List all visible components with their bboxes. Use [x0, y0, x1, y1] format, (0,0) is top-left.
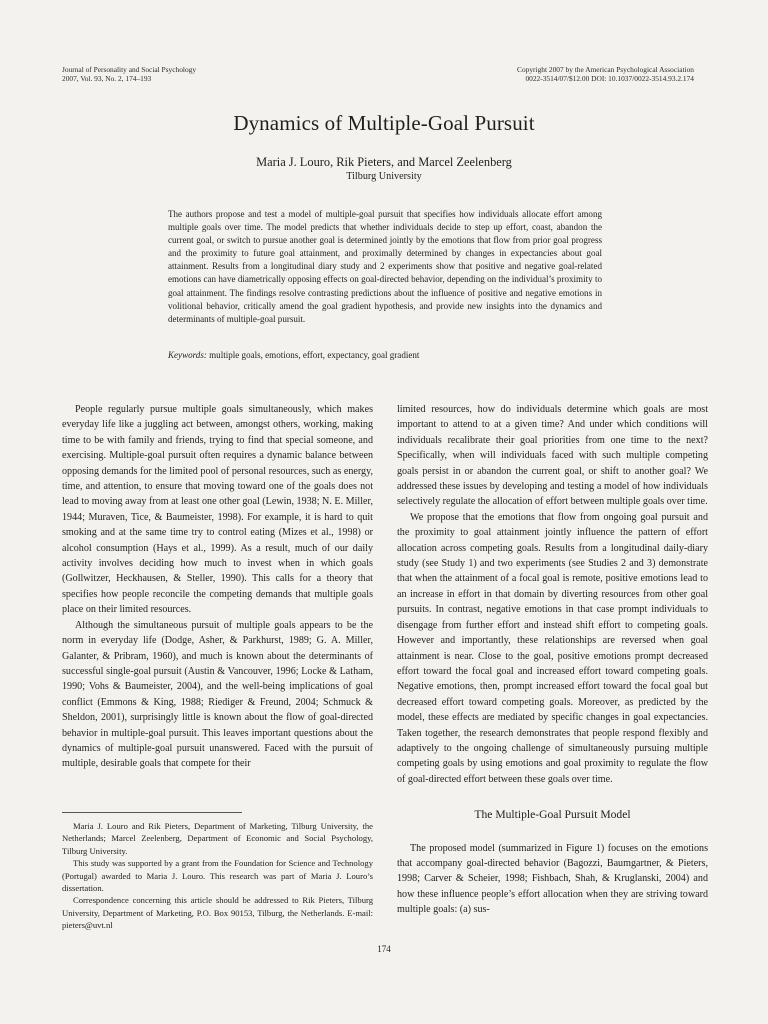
body-column-left — [62, 402, 373, 772]
footnote: This study was supported by a grant from the Foundation for Science and Technology (Portugal) awarded to Maria J. Louro. This research was part of Maria J. Louro’s dissertation. — [62, 858, 373, 894]
body-paragraph: We propose that the emotions that flow from ongoing goal pursuit and the proximity to goal attainment jointly influence the pattern of effort allocation across competing goals. Results from a longitudinal daily-diary study (see Study 1) and two experiments (see Studies 2 and 3) demonstrate that when the attainment of a focal goal is remote, positive emotions lead to an increase in effort in that domain by diverting resources from other goal pursuits. In contrast, negative emotions in that case prompt individuals to disengage from further effort and instead shift effort to competing goals. However and importantly, these relationships are reversed when goal attainment is near. Close to the goal, positive emotions prompt decreased effort toward the focal goal and increased effort toward competing goals. Negative emotions, then, prompt increased effort toward the focal goal but decreased effort toward competing goals. Moreover, as predicted by the model, these effects are mediated by specific changes in goal expectancies. Taken together, the research demonstrates that people respond flexibly and adaptively to the ongoing challenge of simultaneously pursuing multiple competing goals by using emotions and goal proximity to regulate the flow of goal-directed effort between these goals over time. — [397, 511, 708, 785]
copyright-info — [517, 66, 694, 83]
body-column-right — [397, 402, 708, 918]
footnote: Correspondence concerning this article should be addressed to Rik Pieters, Tilburg University, Department of Marketing, P.O. Box 90153, Tilburg, the Netherlands. E-mail: pieters@uvt.nl — [62, 895, 373, 931]
keywords-label: Keywords: — [168, 350, 207, 360]
keywords-text: multiple goals, emotions, effort, expectancy, goal gradient — [206, 350, 420, 360]
journal-volume: 2007, Vol. 93, No. 2, 174–193 — [62, 73, 152, 83]
section-heading: The Multiple-Goal Pursuit Model — [474, 808, 631, 822]
page-number: 174 — [377, 944, 391, 954]
body-paragraph: limited resources, how do individuals determine which goals are most important to attend to at a given time? And under which conditions will individuals recalibrate their goal priorities from one time to the next? Specifically, when will individuals faced with such multiple competing goals persist in or abandon the current goal, or shift to another goal? We addressed these issues by developing and testing a model of how individuals selectively regulate the allocation of effort between multiple goals over time. — [397, 404, 708, 508]
body-paragraph: The proposed model (summarized in Figure 1) focuses on the emotions that accompany goal-directed behavior (Bagozzi, Baumgartner, & Pieters, 1998; Carver & Scheier, 1998; Fishbach, Shah, & Kruglanski, 2004) and how these influence people’s effort allocation when they are striving toward multiple goals: (a) sus- — [397, 842, 708, 916]
author-list: Maria J. Louro, Rik Pieters, and Marcel Zeelenberg — [256, 155, 512, 169]
body-paragraph: Although the simultaneous pursuit of multiple goals appears to be the norm in everyday life (Dodge, Asher, & Parkhurst, 1989; G. A. Miller, Galanter, & Pribram, 1960), and much is known about the determinants of successful single-goal pursuit (Austin & Vancouver, 1996; Locke & Latham, 1990; Vohs & Baumeister, 2004), and the well-being implications of goal conflict (Emmons & King, 1988; Riediger & Freund, 2004; Schmuck & Sheldon, 2001), surprisingly little is known about the flow of goal-directed behavior in multiple-goal pursuit. This leaves important questions about the dynamics of multiple-goal pursuit unanswered. Faced with the pursuit of multiple, desirable goals that compete for their — [62, 619, 373, 770]
journal-name: Journal of Personality and Social Psychology — [62, 65, 197, 74]
footnote: Maria J. Louro and Rik Pieters, Department of Marketing, Tilburg University, the Netherlands; Marcel Zeelenberg, Department of Economic and Social Psychology, Tilburg University. — [62, 821, 373, 856]
author-footnotes — [62, 820, 373, 932]
affiliation: Tilburg University — [346, 171, 422, 182]
copyright-notice: Copyright 2007 by the American Psychological Association — [517, 65, 694, 74]
journal-info — [62, 66, 196, 83]
abstract: The authors propose and test a model of multiple-goal pursuit that specifies how individuals allocate effort among multiple goals over time. The model predicts that whether individuals decide to step up effort, coast, abandon the current goal, or switch to pursue another goal is determined jointly by the emotions that flow from prior goal progress and the proximity to future goal attainment, and proximally determined by changes in expectancies about goal attainment. Results from a longitudinal diary study and 2 experiments show that positive and negative goal-related emotions can have diametrically opposing effects on goal-directed behavior, depending on the individual’s proximity to goal attainment. The findings resolve contrasting predictions about the influence of positive and negative emotions in volitional behavior, critically amend the goal gradient hypothesis, and provide new insights into the dynamics and determinants of multiple-goal pursuit. — [168, 209, 602, 324]
keywords — [168, 350, 602, 360]
doi-line: 0022-3514/07/$12.00 DOI: 10.1037/0022-3514.93.2.174 — [525, 73, 694, 83]
body-paragraph: People regularly pursue multiple goals simultaneously, which makes everyday life like a juggling act between, amongst others, working, making time to be with family and friends, trying to find that special someone, and exercising. Multiple-goal pursuit often requires a dynamic balance between opposing demands for the limited pool of personal resources, such as energy, time, and attention, to ensure that moving toward one of the goals does not lead to moving away from at least one other goal (Lewin, 1938; N. E. Miller, 1944; Muraven, Tice, & Baumeister, 1998). For example, it is hard to quit smoking and at the same time try to control eating (Mizes et al., 1998) or alcohol consumption (Hays et al., 1999). As a result, much of our daily activity involves deciding how much to invest when in which goals (Gollwitzer, Heckhausen, & Steller, 1990). This calls for a theory that specifies how people reconcile the competing demands that multiple goals place on their limited resources. — [62, 404, 373, 616]
article-title: Dynamics of Multiple-Goal Pursuit — [233, 111, 535, 135]
footnote-divider — [62, 812, 242, 813]
